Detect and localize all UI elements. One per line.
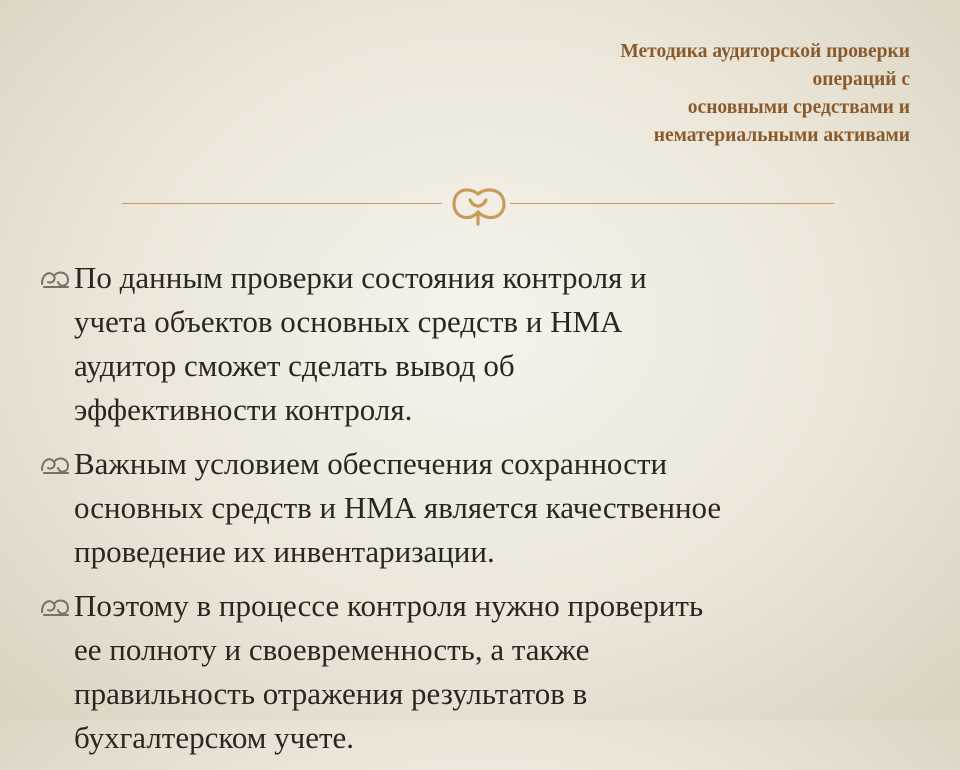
bullet-line: бухгалтерском учете. bbox=[74, 720, 355, 755]
bullet-line: Важным условием обеспечения сохранности bbox=[74, 446, 668, 481]
bullet-item bbox=[38, 584, 918, 760]
fleuron-bullet-icon bbox=[38, 452, 72, 476]
divider-line-left bbox=[122, 203, 442, 204]
bullet-line: учета объектов основных средств и НМА bbox=[74, 304, 623, 339]
bullet-item bbox=[38, 256, 918, 432]
bullet-line: проведение их инвентаризации. bbox=[74, 534, 495, 569]
slide-title bbox=[350, 38, 910, 150]
fleuron-bullet-icon bbox=[38, 594, 72, 618]
bullet-line: аудитор сможет сделать вывод об bbox=[74, 348, 515, 383]
bullet-line: правильность отражения результатов в bbox=[74, 676, 588, 711]
bullet-line: ее полноту и своевременность, а также bbox=[74, 632, 590, 667]
divider-line-right bbox=[510, 203, 834, 204]
bullet-line: По данным проверки состояния контроля и bbox=[74, 260, 647, 295]
title-line: Методика аудиторской проверки bbox=[620, 41, 910, 62]
title-line: нематериальными активами bbox=[653, 125, 910, 146]
title-divider bbox=[122, 180, 834, 230]
fleuron-bullet-icon bbox=[38, 266, 72, 290]
title-line: операций с bbox=[812, 69, 910, 90]
bullet-line: основных средств и НМА является качественное bbox=[74, 490, 722, 525]
bullet-item bbox=[38, 442, 918, 574]
slide-body bbox=[38, 256, 918, 770]
title-line: основными средствами и bbox=[687, 97, 910, 118]
ornament-icon bbox=[448, 184, 508, 228]
bullet-line: Поэтому в процессе контроля нужно проверить bbox=[74, 588, 704, 623]
bullet-line: эффективности контроля. bbox=[74, 392, 413, 427]
